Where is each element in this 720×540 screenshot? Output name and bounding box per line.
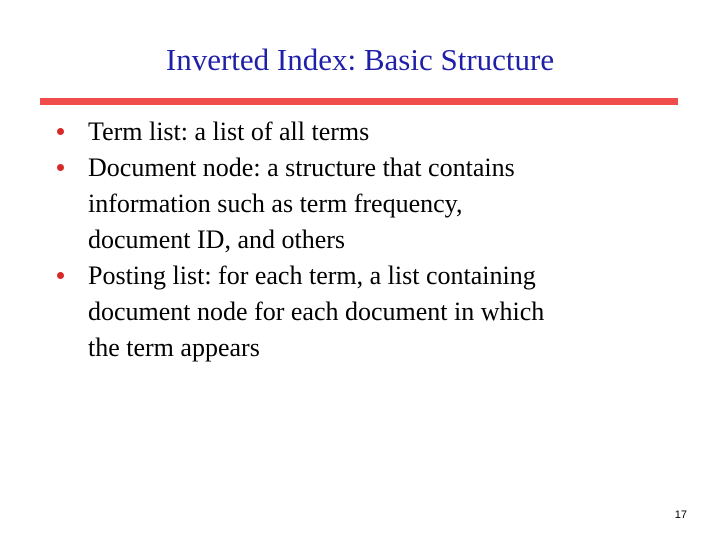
bullet-line: information such as term frequency, [88,189,463,218]
bullet-line: document ID, and others [88,225,346,254]
bullet-item-term-list [57,114,677,150]
bullet-item-posting-list [57,258,677,366]
bullet-item-document-node [57,150,677,258]
bullet-dot-icon [57,128,64,135]
bullet-line: the term appears [88,333,260,362]
slide-title: Inverted Index: Basic Structure [165,42,555,77]
bullet-line: document node for each document in which [88,297,545,326]
bullet-dot-icon [57,164,64,171]
title-divider [40,98,678,105]
page-number: 17 [674,509,687,521]
bullet-line: Document node: a structure that contains [88,153,515,182]
bullet-list [57,114,677,366]
bullet-line: Posting list: for each term, a list containing [88,261,536,290]
bullet-dot-icon [57,272,64,279]
bullet-line: Term list: a list of all terms [88,117,370,146]
